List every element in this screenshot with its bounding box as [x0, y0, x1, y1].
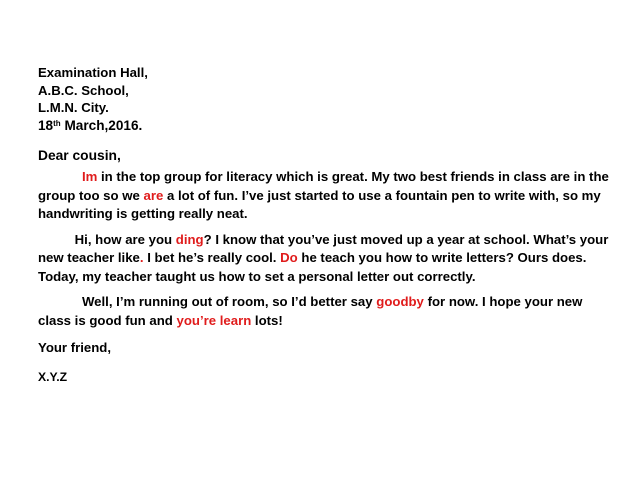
letter [38, 64, 610, 386]
address-line-1: Examination Hall, [38, 65, 148, 80]
sender-address [38, 64, 610, 134]
error-highlight: . [139, 250, 144, 265]
date-month-year: March,2016. [60, 117, 143, 133]
paragraph-indent [38, 169, 82, 184]
paragraph-text: for now. I hope your new class is good fun and [38, 294, 583, 328]
body-paragraph-2 [38, 231, 610, 287]
body-paragraph-1 [38, 168, 610, 224]
paragraph-text: in the top group for literacy which is great. My two best friends in class are in the group too so we [38, 169, 609, 203]
address-line-2: A.B.C. School, [38, 82, 129, 98]
error-highlight: ding [175, 231, 204, 247]
paragraph-indent [38, 232, 75, 247]
error-highlight: are [143, 187, 164, 203]
body-paragraph-3 [38, 293, 610, 330]
letter-date [38, 117, 610, 135]
signature: X.Y.Z [38, 370, 68, 384]
paragraph-text: a lot of fun. I’ve just started to use a fountain pen to write with, so my handwriting is getting really neat. [38, 187, 601, 221]
date-day: 18 [38, 117, 54, 133]
error-highlight: you’re learn [176, 312, 252, 328]
paragraph-indent [38, 294, 82, 309]
paragraph-text: lots! [251, 312, 283, 328]
closing: Your friend, [38, 340, 112, 355]
address-line-3: L.M.N. City. [38, 100, 109, 115]
error-highlight: goodby [376, 294, 424, 309]
error-highlight: Do [280, 250, 298, 265]
paragraph-text: I bet he’s really cool. [143, 250, 281, 265]
paragraph-text: Hi, how are you [74, 231, 176, 247]
paragraph-text: Well, I’m running out of room, so I’d better say [81, 294, 377, 309]
date-ordinal-suffix: th [53, 118, 61, 128]
paragraph-text: ? I know that you’ve just moved up a year at school. What’s your new teacher like [38, 231, 609, 265]
salutation: Dear cousin, [38, 148, 121, 163]
error-highlight: Im [81, 169, 98, 184]
paragraph-text: he teach you how to write letters? Ours does. Today, my teacher taught us how to set a personal letter out correctly. [38, 250, 587, 284]
